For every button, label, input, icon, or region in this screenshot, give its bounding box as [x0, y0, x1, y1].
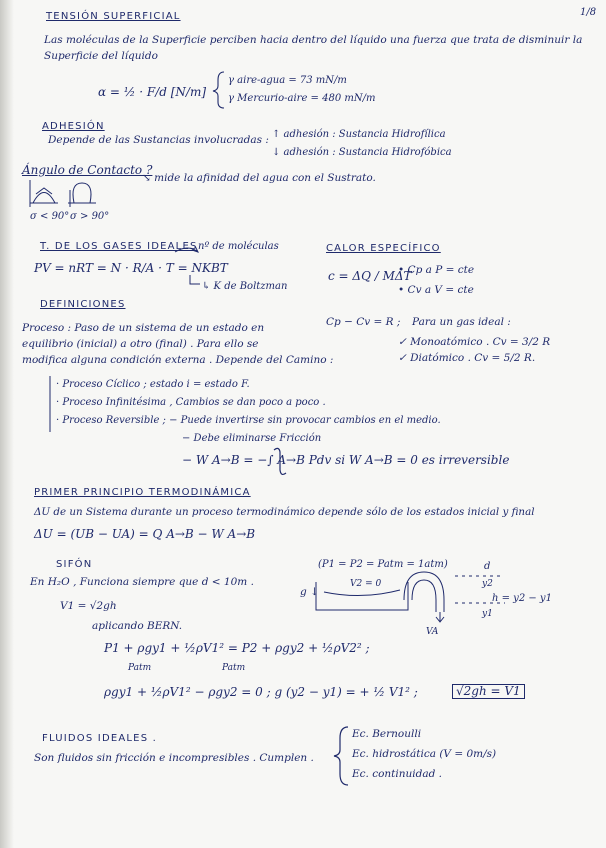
- surface-tension-line-2: Superficie del líquido: [44, 50, 158, 62]
- siphon-va: VA: [426, 627, 439, 637]
- first-law-statement: ΔU de un Sistema durante un proceso termodinámico depende sólo de los estados inicial y final: [34, 506, 535, 518]
- section-title-ideal-fluids: FLUIDOS IDEALES .: [42, 733, 157, 744]
- bernoulli-simplified: ρgy1 + ½ρV1² − ρgy2 = 0 ; g (y2 − y1) = + ½ V1² ;: [104, 685, 418, 699]
- siphon-y2: y2: [482, 579, 493, 589]
- bernoulli-equation: P1 + ρgy1 + ½ρV1² = P2 + ρgy2 + ½ρV2² ;: [104, 641, 370, 655]
- monoatomic-cv: ✓ Monoatómico . Cv = 3/2 R: [398, 336, 551, 348]
- contact-angle-title: Ángulo de Contacto ?: [22, 163, 153, 177]
- siphon-height: h = y2 − y1: [492, 593, 552, 604]
- angle-greater-90: σ > 90°: [70, 211, 110, 222]
- adhesion-low: ↓ adhesión : Sustancia Hidrofóbica: [272, 147, 452, 158]
- gamma-air-water: γ aire-agua = 73 mN/m: [228, 75, 347, 86]
- adhesion-high: ↑ adhesión : Sustancia Hidrofílica: [272, 129, 446, 140]
- siphon-v1: V1 = √2gh: [60, 600, 117, 612]
- droplet-high-angle-sketch: [68, 183, 96, 207]
- siphon-result-box: √2gh = V1: [452, 684, 525, 699]
- section-title-siphon: SIFÓN: [56, 559, 93, 570]
- arrow-boltzmann: [190, 275, 200, 284]
- cv-note: • Cv a V = cte: [398, 284, 474, 296]
- first-law-equation: ΔU = (UB − UA) = Q A→B − W A→B: [34, 527, 256, 541]
- siphon-d: d: [484, 561, 491, 572]
- siphon-pressure: (P1 = P2 = Patm = 1atm): [318, 559, 448, 570]
- reversible-process: · Proceso Reversible ; − Puede invertirse sin provocar cambios en el medio.: [56, 415, 441, 426]
- patm-left: Patm: [128, 663, 152, 673]
- siphon-gravity: g ↓: [300, 586, 319, 598]
- patm-right: Patm: [222, 663, 246, 673]
- brace-surface-tension: [213, 72, 224, 108]
- page-corner-mark: 1/8: [580, 7, 597, 18]
- siphon-y1: y1: [482, 609, 493, 619]
- infinitesimal-process: · Proceso Infinitésima , Cambios se dan poco a poco .: [56, 397, 326, 408]
- siphon-sketch: [316, 572, 505, 622]
- diatomic-cv: ✓ Diatómico . Cv = 5/2 R.: [398, 352, 536, 364]
- gamma-mercury-air: γ Mercurio-aire = 480 mN/m: [228, 93, 376, 104]
- specific-heat-equation: c = ΔQ / MΔT: [328, 269, 412, 283]
- section-title-specific-heat: CALOR ESPECÍFICO: [326, 243, 441, 254]
- siphon-v2: V2 = 0: [350, 579, 382, 589]
- section-title-surface-tension: TENSIÓN SUPERFICIAL: [46, 11, 181, 22]
- hydrostatic-ec: Ec. hidrostática (V = 0m/s): [352, 748, 497, 760]
- surface-tension-formula: α = ½ · F/d [N/m]: [98, 85, 207, 99]
- brace-fluidos: [334, 727, 348, 785]
- ideal-fluids-statement: Son fluidos sin fricción e incompresibles . Cumplen .: [34, 752, 314, 764]
- process-definition-line-2: equilibrio (inicial) a otro (final) . Para ello se: [22, 338, 259, 350]
- angle-less-90: σ < 90°: [30, 211, 70, 222]
- contact-angle-description: ↘ mide la afinidad del agua con el Sustrato.: [142, 172, 376, 184]
- process-definition-line-1: Proceso : Paso de un sistema de un estado en: [22, 322, 265, 334]
- section-title-definitions: DEFINICIONES: [40, 299, 126, 310]
- boltzmann-note: ↳ K de Boltzman: [202, 281, 288, 292]
- process-definition-line-3: modifica alguna condición externa . Depende del Camino :: [22, 354, 334, 366]
- adhesion-depends: Depende de las Sustancias involucradas :: [48, 134, 269, 146]
- continuity-ec: Ec. continuidad .: [352, 768, 443, 780]
- eliminate-friction: − Debe eliminarse Fricción: [182, 433, 322, 444]
- moles-note: nº de moléculas: [198, 241, 279, 252]
- droplet-low-angle-sketch: [30, 180, 58, 207]
- ideal-gas-equation: PV = nRT = N · R/A · T = NKBT: [34, 261, 228, 275]
- siphon-condition: En H₂O , Funciona siempre que d < 10m .: [30, 576, 254, 588]
- cp-note: • Cp a P = cte: [398, 264, 475, 276]
- ideal-gas-label: Para un gas ideal :: [412, 316, 511, 328]
- cyclic-process: · Proceso Cíclico ; estado i = estado F.: [56, 379, 250, 390]
- cp-cv-relation: Cp − Cv = R ;: [326, 316, 401, 328]
- siphon-bernoulli-note: aplicando BERN.: [92, 620, 183, 632]
- bernoulli-ec: Ec. Bernoulli: [352, 728, 422, 740]
- surface-tension-line-1: Las moléculas de la Superficie perciben hacia dentro del líquido una fuerza que trata de disminuir la: [44, 34, 583, 46]
- section-title-first-law: PRIMER PRINCIPIO TERMODINÁMICA: [34, 487, 251, 498]
- section-title-ideal-gases: T. DE LOS GASES IDEALES: [40, 241, 198, 252]
- work-integral: − W A→B = −∫ A→B Pdv si W A→B = 0 es irreversible: [182, 453, 510, 467]
- section-title-adhesion: ADHESIÓN: [42, 121, 105, 132]
